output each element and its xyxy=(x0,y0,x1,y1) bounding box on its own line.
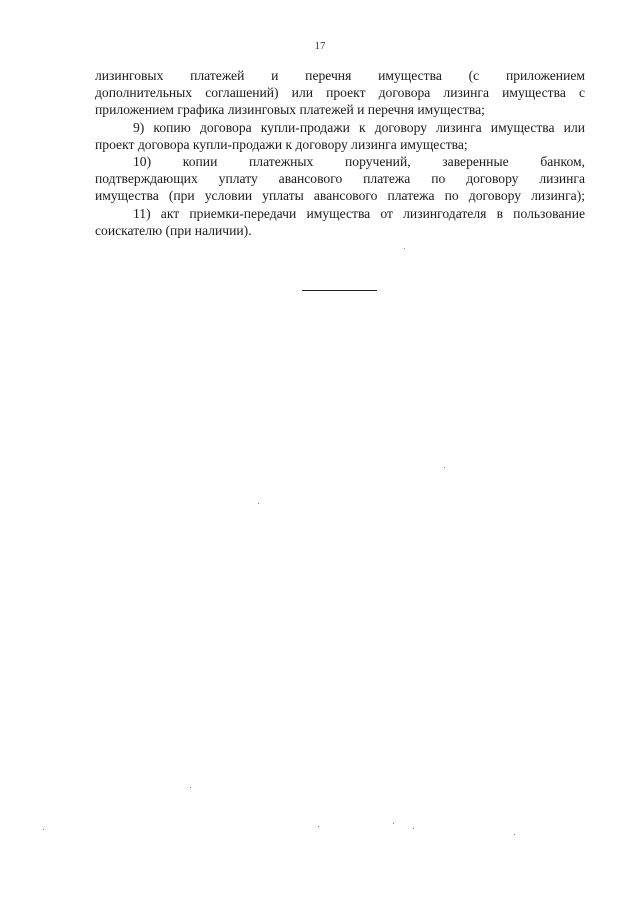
text-line: имущества (при условии уплаты авансового платежа по договору лизинга); xyxy=(95,188,585,204)
paragraph-item-9 xyxy=(95,119,585,153)
page-number: 17 xyxy=(314,40,326,52)
scan-speck xyxy=(413,828,414,829)
scan-speck xyxy=(190,787,191,788)
scan-speck xyxy=(393,823,394,824)
text-line: 10) копии платежных поручений, заверенные банком, xyxy=(133,154,585,170)
paragraph-item-11 xyxy=(95,205,585,239)
text-line: приложением графика лизинговых платежей и перечня имущества; xyxy=(95,102,485,118)
document-body xyxy=(95,67,585,239)
paragraph-8-continuation xyxy=(95,67,585,119)
paragraph-item-10 xyxy=(95,153,585,205)
text-line: дополнительных соглашений) или проект договора лизинга имущества с xyxy=(95,85,585,101)
scan-speck xyxy=(258,503,259,504)
text-line: 9) копию договора купли-продажи к договору лизинга имущества или xyxy=(133,119,585,135)
text-line: соискателю (при наличии). xyxy=(95,222,252,238)
scan-speck xyxy=(43,829,44,830)
scan-speck xyxy=(444,467,445,468)
end-separator-line xyxy=(302,290,377,291)
text-line: 11) акт приемки-передачи имущества от лизингодателя в пользование xyxy=(133,205,585,221)
text-line: лизинговых платежей и перечня имущества (с приложением xyxy=(95,68,585,83)
scan-speck xyxy=(404,248,405,249)
text-line: подтверждающих уплату авансового платежа по договору лизинга xyxy=(95,171,585,187)
scan-speck xyxy=(514,834,515,835)
text-line: проект договора купли-продажи к договору лизинга имущества; xyxy=(95,136,468,152)
scan-speck xyxy=(318,826,319,827)
